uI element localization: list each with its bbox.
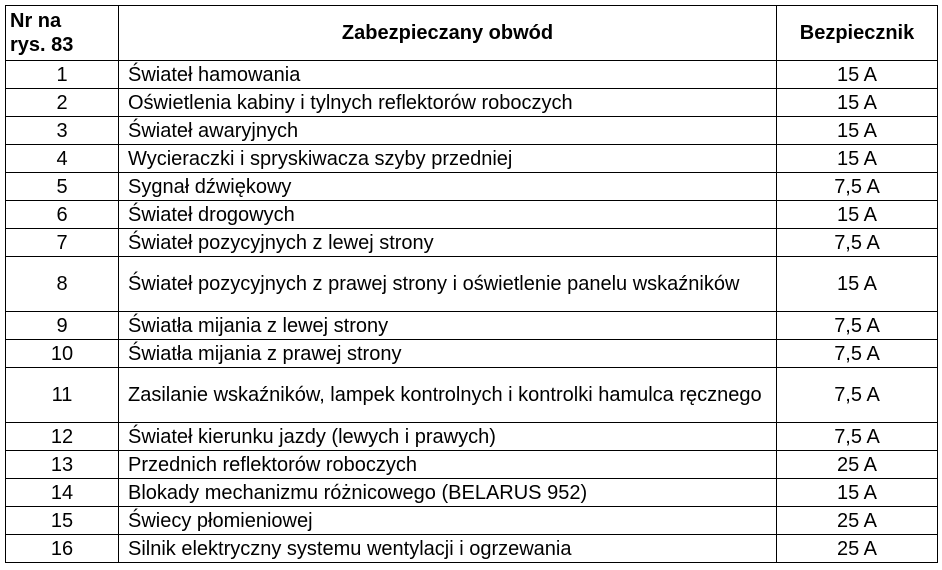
table-row (6, 368, 938, 423)
table-row (6, 201, 938, 229)
row-fuse: 7,5 A (777, 368, 938, 423)
row-nr: 6 (6, 201, 119, 229)
table-row (6, 340, 938, 368)
table-row (6, 479, 938, 507)
header-fuse: Bezpiecznik (777, 6, 938, 61)
row-nr: 12 (6, 423, 119, 451)
row-fuse: 15 A (777, 117, 938, 145)
row-nr: 10 (6, 340, 119, 368)
table-row (6, 507, 938, 535)
header-nr (6, 6, 119, 61)
row-fuse: 15 A (777, 145, 938, 173)
table-row (6, 451, 938, 479)
row-nr: 8 (6, 257, 119, 312)
table-row (6, 229, 938, 257)
row-fuse: 15 A (777, 89, 938, 117)
table-row (6, 257, 938, 312)
row-nr: 1 (6, 61, 119, 89)
row-circuit: Świateł pozycyjnych z prawej strony i oświetlenie panelu wskaźników (119, 257, 777, 312)
row-circuit: Świateł hamowania (119, 61, 777, 89)
row-fuse: 15 A (777, 257, 938, 312)
row-circuit: Światła mijania z lewej strony (119, 312, 777, 340)
header-row (6, 6, 938, 61)
row-nr: 9 (6, 312, 119, 340)
row-fuse: 7,5 A (777, 312, 938, 340)
row-fuse: 25 A (777, 507, 938, 535)
row-nr: 5 (6, 173, 119, 201)
row-circuit: Przednich reflektorów roboczych (119, 451, 777, 479)
row-nr: 7 (6, 229, 119, 257)
row-nr: 11 (6, 368, 119, 423)
table-row (6, 423, 938, 451)
row-nr: 16 (6, 535, 119, 563)
row-fuse: 15 A (777, 479, 938, 507)
table-header (6, 6, 938, 61)
row-nr: 15 (6, 507, 119, 535)
table-row (6, 145, 938, 173)
row-fuse: 7,5 A (777, 173, 938, 201)
row-circuit: Wycieraczki i spryskiwacza szyby przedniej (119, 145, 777, 173)
row-circuit: Świateł pozycyjnych z lewej strony (119, 229, 777, 257)
row-fuse: 15 A (777, 61, 938, 89)
table-row (6, 535, 938, 563)
row-nr: 2 (6, 89, 119, 117)
row-circuit: Światła mijania z prawej strony (119, 340, 777, 368)
row-nr: 13 (6, 451, 119, 479)
header-circuit: Zabezpieczany obwód (119, 6, 777, 61)
table-body (6, 61, 938, 563)
row-nr: 14 (6, 479, 119, 507)
row-circuit: Świecy płomieniowej (119, 507, 777, 535)
row-fuse: 15 A (777, 201, 938, 229)
row-fuse: 25 A (777, 451, 938, 479)
row-fuse: 7,5 A (777, 229, 938, 257)
row-nr: 3 (6, 117, 119, 145)
table-row (6, 61, 938, 89)
row-circuit: Świateł awaryjnych (119, 117, 777, 145)
row-circuit: Silnik elektryczny systemu wentylacji i ogrzewania (119, 535, 777, 563)
row-nr: 4 (6, 145, 119, 173)
row-circuit: Świateł drogowych (119, 201, 777, 229)
row-fuse: 7,5 A (777, 340, 938, 368)
table-row (6, 117, 938, 145)
table-row (6, 89, 938, 117)
row-circuit: Oświetlenia kabiny i tylnych reflektorów roboczych (119, 89, 777, 117)
row-fuse: 7,5 A (777, 423, 938, 451)
header-nr-line1: Nr na (10, 10, 62, 32)
row-fuse: 25 A (777, 535, 938, 563)
table-row (6, 312, 938, 340)
row-circuit: Blokady mechanizmu różnicowego (BELARUS 952) (119, 479, 777, 507)
row-circuit: Sygnał dźwiękowy (119, 173, 777, 201)
row-circuit: Świateł kierunku jazdy (lewych i prawych) (119, 423, 777, 451)
fuse-table (5, 5, 938, 563)
row-circuit: Zasilanie wskaźników, lampek kontrolnych i kontrolki hamulca ręcznego (119, 368, 777, 423)
table-row (6, 173, 938, 201)
header-nr-line2: rys. 83 (10, 34, 74, 56)
